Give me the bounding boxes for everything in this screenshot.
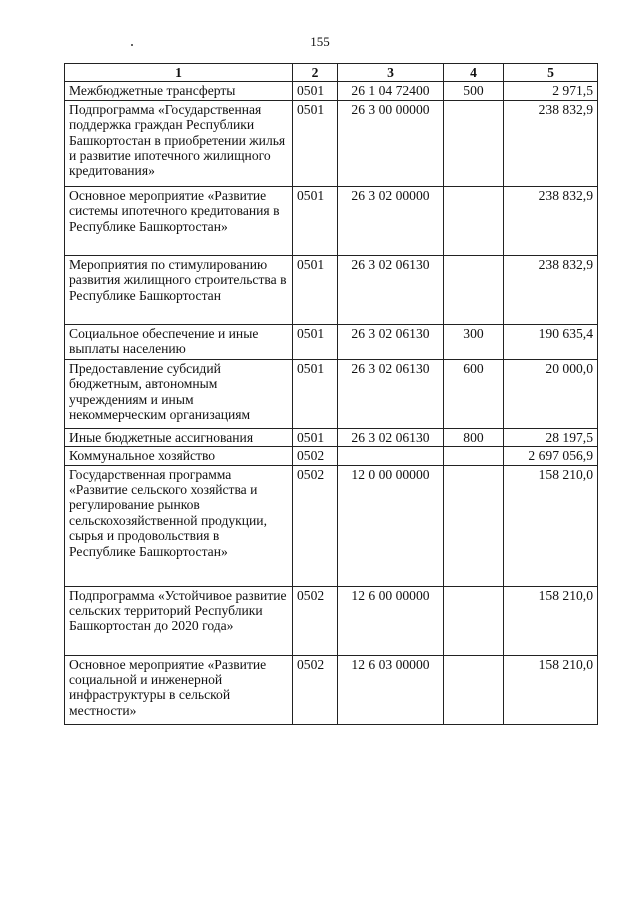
row-target: 26 3 02 00000: [338, 186, 444, 255]
row-amount: 158 210,0: [504, 655, 598, 724]
row-target: 12 6 03 00000: [338, 655, 444, 724]
row-target: 12 0 00 00000: [338, 465, 444, 586]
row-target: 26 3 02 06130: [338, 324, 444, 359]
row-name: Мероприятия по стимулированию развития жилищного строительства в Республике Башкортостан: [65, 255, 293, 324]
row-type: [444, 255, 504, 324]
row-amount: 2 697 056,9: [504, 447, 598, 465]
row-name: Предоставление субсидий бюджетным, автономным учреждениям и иным некоммерческим организациям: [65, 359, 293, 428]
scan-speck: [131, 44, 133, 46]
row-section: 0502: [293, 447, 338, 465]
row-amount: 190 635,4: [504, 324, 598, 359]
row-amount: 238 832,9: [504, 100, 598, 186]
table-row: [65, 82, 598, 100]
column-header-3: 3: [338, 64, 444, 82]
row-name: Социальное обеспечение и иные выплаты населению: [65, 324, 293, 359]
row-amount: 2 971,5: [504, 82, 598, 100]
row-target: 26 3 02 06130: [338, 359, 444, 428]
row-target: [338, 447, 444, 465]
table-row: [65, 324, 598, 359]
row-name: Государственная программа «Развитие сельского хозяйства и регулирование рынков сельскохозяйственной продукции, сырья и продовольствия в Республике Башкортостан»: [65, 465, 293, 586]
column-header-1: 1: [65, 64, 293, 82]
page-number: 155: [310, 34, 330, 49]
row-name: Иные бюджетные ассигнования: [65, 428, 293, 446]
table-row: [65, 186, 598, 255]
column-header-2: 2: [293, 64, 338, 82]
row-type: 300: [444, 324, 504, 359]
row-target: 26 3 02 06130: [338, 255, 444, 324]
row-name: Подпрограмма «Устойчивое развитие сельских территорий Республики Башкортостан до 2020 года»: [65, 586, 293, 655]
row-type: [444, 100, 504, 186]
table-row: [65, 655, 598, 724]
column-header-4: 4: [444, 64, 504, 82]
row-section: 0501: [293, 82, 338, 100]
table-row: [65, 428, 598, 446]
row-type: [444, 186, 504, 255]
row-name: Основное мероприятие «Развитие системы ипотечного кредитования в Республике Башкортостан»: [65, 186, 293, 255]
row-name: Межбюджетные трансферты: [65, 82, 293, 100]
row-section: 0501: [293, 324, 338, 359]
column-header-5: 5: [504, 64, 598, 82]
row-amount: 238 832,9: [504, 255, 598, 324]
row-section: 0501: [293, 186, 338, 255]
table-row: [65, 359, 598, 428]
row-amount: 20 000,0: [504, 359, 598, 428]
row-type: 800: [444, 428, 504, 446]
budget-table: [64, 63, 598, 725]
row-amount: 158 210,0: [504, 586, 598, 655]
row-type: 500: [444, 82, 504, 100]
row-section: 0501: [293, 100, 338, 186]
row-name: Основное мероприятие «Развитие социальной и инженерной инфраструктуры в сельской местности»: [65, 655, 293, 724]
row-section: 0502: [293, 586, 338, 655]
table-row: [65, 447, 598, 465]
row-type: [444, 447, 504, 465]
row-section: 0501: [293, 359, 338, 428]
row-target: 12 6 00 00000: [338, 586, 444, 655]
row-section: 0502: [293, 465, 338, 586]
row-target: 26 3 02 06130: [338, 428, 444, 446]
row-amount: 238 832,9: [504, 186, 598, 255]
row-type: 600: [444, 359, 504, 428]
header-row: [65, 64, 598, 82]
row-amount: 158 210,0: [504, 465, 598, 586]
row-name: Подпрограмма «Государственная поддержка граждан Республики Башкортостан в приобретении жилья и развитие ипотечного жилищного кредитования»: [65, 100, 293, 186]
row-type: [444, 465, 504, 586]
row-type: [444, 586, 504, 655]
row-section: 0501: [293, 255, 338, 324]
table-row: [65, 586, 598, 655]
row-section: 0501: [293, 428, 338, 446]
row-target: 26 1 04 72400: [338, 82, 444, 100]
row-amount: 28 197,5: [504, 428, 598, 446]
table-row: [65, 255, 598, 324]
row-target: 26 3 00 00000: [338, 100, 444, 186]
row-name: Коммунальное хозяйство: [65, 447, 293, 465]
row-section: 0502: [293, 655, 338, 724]
row-type: [444, 655, 504, 724]
table-row: [65, 465, 598, 586]
table-row: [65, 100, 598, 186]
